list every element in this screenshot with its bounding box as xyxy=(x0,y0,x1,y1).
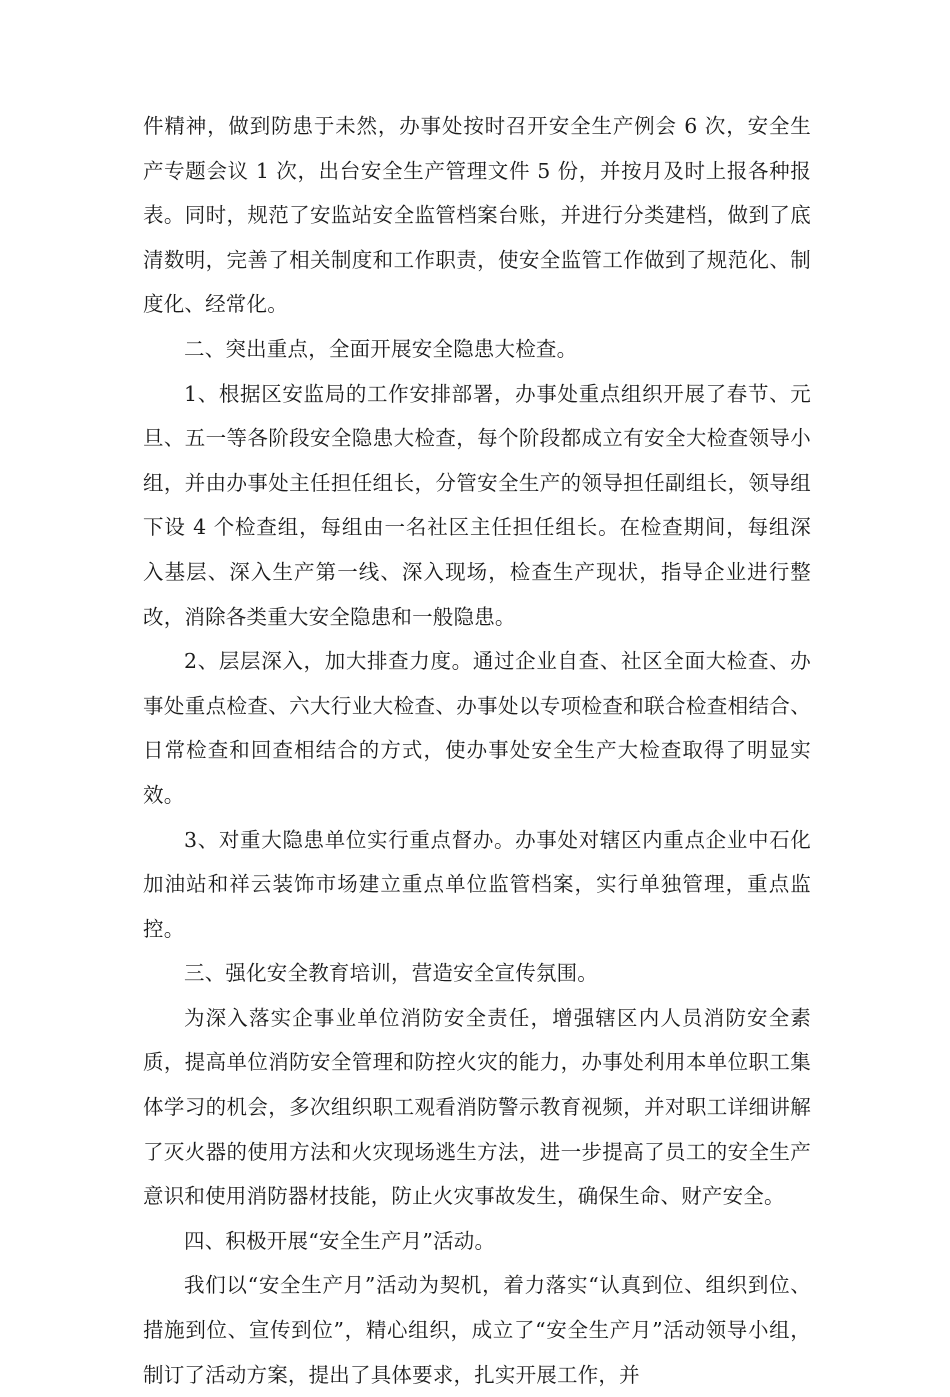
paragraph-item-1: 1、根据区安监局的工作安排部署，办事处重点组织开展了春节、元旦、五一等各阶段安全隐患大检查，每个阶段都成立有安全大检查领导小组，并由办事处主任担任组长，分管安全生产的领导担任副组长，领导组下设 4 个检查组，每组由一名社区主任担任组长。在检查期间，每组深入基层、深入生产第一线、深入现场，检查生产现状，指导企业进行整改，消除各类重大安全隐患和一般隐患。 xyxy=(143,381,811,629)
section-heading-4: 四、积极开展“安全生产月”活动。 xyxy=(184,1228,496,1253)
document-body xyxy=(143,104,811,1397)
paragraph-safety-month: 我们以“安全生产月”活动为契机，着力落实“认真到位、组织到位、措施到位、宣传到位”，精心组织，成立了“安全生产月”活动领导小组，制订了活动方案，提出了具体要求，扎实开展工作，并 xyxy=(143,1273,811,1387)
section-heading-2: 二、突出重点，全面开展安全隐患大检查。 xyxy=(184,336,578,361)
section-heading-3: 三、强化安全教育培训，营造安全宣传氛围。 xyxy=(184,961,598,986)
paragraph-item-3: 3、对重大隐患单位实行重点督办。办事处对辖区内重点企业中石化加油站和祥云装饰市场建立重点单位监管档案，实行单独管理，重点监控。 xyxy=(143,827,811,941)
paragraph-item-2: 2、层层深入，加大排查力度。通过企业自查、社区全面大检查、办事处重点检查、六大行业大检查、办事处以专项检查和联合检查相结合、日常检查和回查相结合的方式，使办事处安全生产大检查取得了明显实效。 xyxy=(143,649,811,807)
paragraph-continuation: 件精神，做到防患于未然，办事处按时召开安全生产例会 6 次，安全生产专题会议 1 次，出台安全生产管理文件 5 份，并按月及时上报各种报表。同时，规范了安监站安全监管档案台账，并进行分类建档，做到了底清数明，完善了相关制度和工作职责，使安全监管工作做到了规范化、制度化、经常化。 xyxy=(143,114,811,317)
paragraph-training: 为深入落实企事业单位消防安全责任，增强辖区内人员消防安全素质，提高单位消防安全管理和防控火灾的能力，办事处利用本单位职工集体学习的机会，多次组织职工观看消防警示教育视频，并对职工详细讲解了灭火器的使用方法和火灾现场逃生方法，进一步提高了员工的安全生产意识和使用消防器材技能，防止火灾事故发生，确保生命、财产安全。 xyxy=(143,1005,811,1209)
